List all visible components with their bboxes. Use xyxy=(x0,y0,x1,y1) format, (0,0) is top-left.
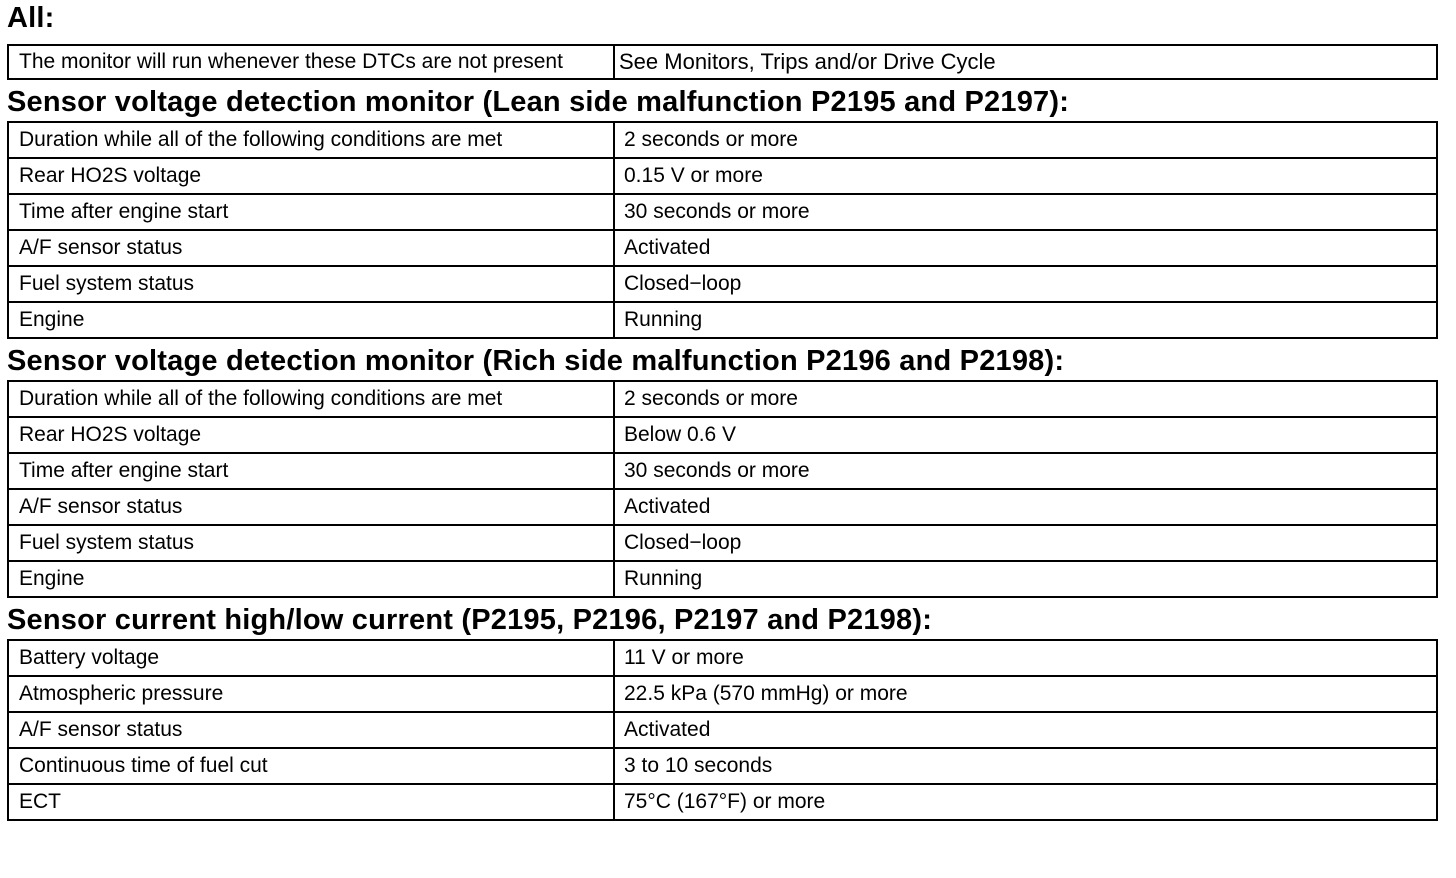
value-cell: Activated xyxy=(614,230,1437,266)
condition-cell: A/F sensor status xyxy=(8,489,614,525)
value-cell: Running xyxy=(614,302,1437,338)
value-cell: 0.15 V or more xyxy=(614,158,1437,194)
value-cell: Closed−loop xyxy=(614,266,1437,302)
table-row xyxy=(8,158,1437,194)
condition-cell: Engine xyxy=(8,561,614,597)
value-cell: 3 to 10 seconds xyxy=(614,748,1437,784)
conditions-table-current xyxy=(7,639,1438,821)
section-heading-lean-side: Sensor voltage detection monitor (Lean side malfunction P2195 and P2197): xyxy=(7,86,1070,118)
section-heading-current: Sensor current high/low current (P2195, P2196, P2197 and P2198): xyxy=(7,604,933,636)
condition-cell: Rear HO2S voltage xyxy=(8,158,614,194)
value-cell: See Monitors, Trips and/or Drive Cycle xyxy=(614,45,1437,79)
table-row xyxy=(8,676,1437,712)
value-cell: Activated xyxy=(614,712,1437,748)
section-heading-rich-side: Sensor voltage detection monitor (Rich side malfunction P2196 and P2198): xyxy=(7,345,1065,377)
condition-cell: Time after engine start xyxy=(8,453,614,489)
table-row xyxy=(8,712,1437,748)
table-row xyxy=(8,453,1437,489)
condition-cell: Rear HO2S voltage xyxy=(8,417,614,453)
table-row xyxy=(8,748,1437,784)
value-cell: Running xyxy=(614,561,1437,597)
table-row xyxy=(8,45,1437,79)
table-row xyxy=(8,525,1437,561)
table-row xyxy=(8,784,1437,820)
table-row xyxy=(8,194,1437,230)
table-row xyxy=(8,561,1437,597)
value-cell: 11 V or more xyxy=(614,640,1437,676)
table-row xyxy=(8,302,1437,338)
condition-cell: A/F sensor status xyxy=(8,712,614,748)
table-row xyxy=(8,381,1437,417)
value-cell: 2 seconds or more xyxy=(614,381,1437,417)
condition-cell: Engine xyxy=(8,302,614,338)
section-heading-all: All: xyxy=(7,2,55,34)
table-row xyxy=(8,266,1437,302)
value-cell: Below 0.6 V xyxy=(614,417,1437,453)
condition-cell: Time after engine start xyxy=(8,194,614,230)
conditions-table-rich-side xyxy=(7,380,1438,598)
condition-cell: Fuel system status xyxy=(8,266,614,302)
conditions-table-lean-side xyxy=(7,121,1438,339)
value-cell: 2 seconds or more xyxy=(614,122,1437,158)
table-row xyxy=(8,230,1437,266)
condition-cell: Atmospheric pressure xyxy=(8,676,614,712)
value-cell: Closed−loop xyxy=(614,525,1437,561)
value-cell: Activated xyxy=(614,489,1437,525)
condition-cell: The monitor will run whenever these DTCs are not present xyxy=(8,45,614,79)
condition-cell: Duration while all of the following conditions are met xyxy=(8,381,614,417)
value-cell: 75°C (167°F) or more xyxy=(614,784,1437,820)
condition-cell: Duration while all of the following conditions are met xyxy=(8,122,614,158)
condition-cell: A/F sensor status xyxy=(8,230,614,266)
table-row xyxy=(8,122,1437,158)
table-row xyxy=(8,640,1437,676)
value-cell: 22.5 kPa (570 mmHg) or more xyxy=(614,676,1437,712)
value-cell: 30 seconds or more xyxy=(614,453,1437,489)
value-cell: 30 seconds or more xyxy=(614,194,1437,230)
condition-cell: ECT xyxy=(8,784,614,820)
condition-cell: Continuous time of fuel cut xyxy=(8,748,614,784)
table-row xyxy=(8,417,1437,453)
conditions-table-all xyxy=(7,44,1438,80)
condition-cell: Fuel system status xyxy=(8,525,614,561)
document-page xyxy=(7,0,1438,824)
condition-cell: Battery voltage xyxy=(8,640,614,676)
table-row xyxy=(8,489,1437,525)
